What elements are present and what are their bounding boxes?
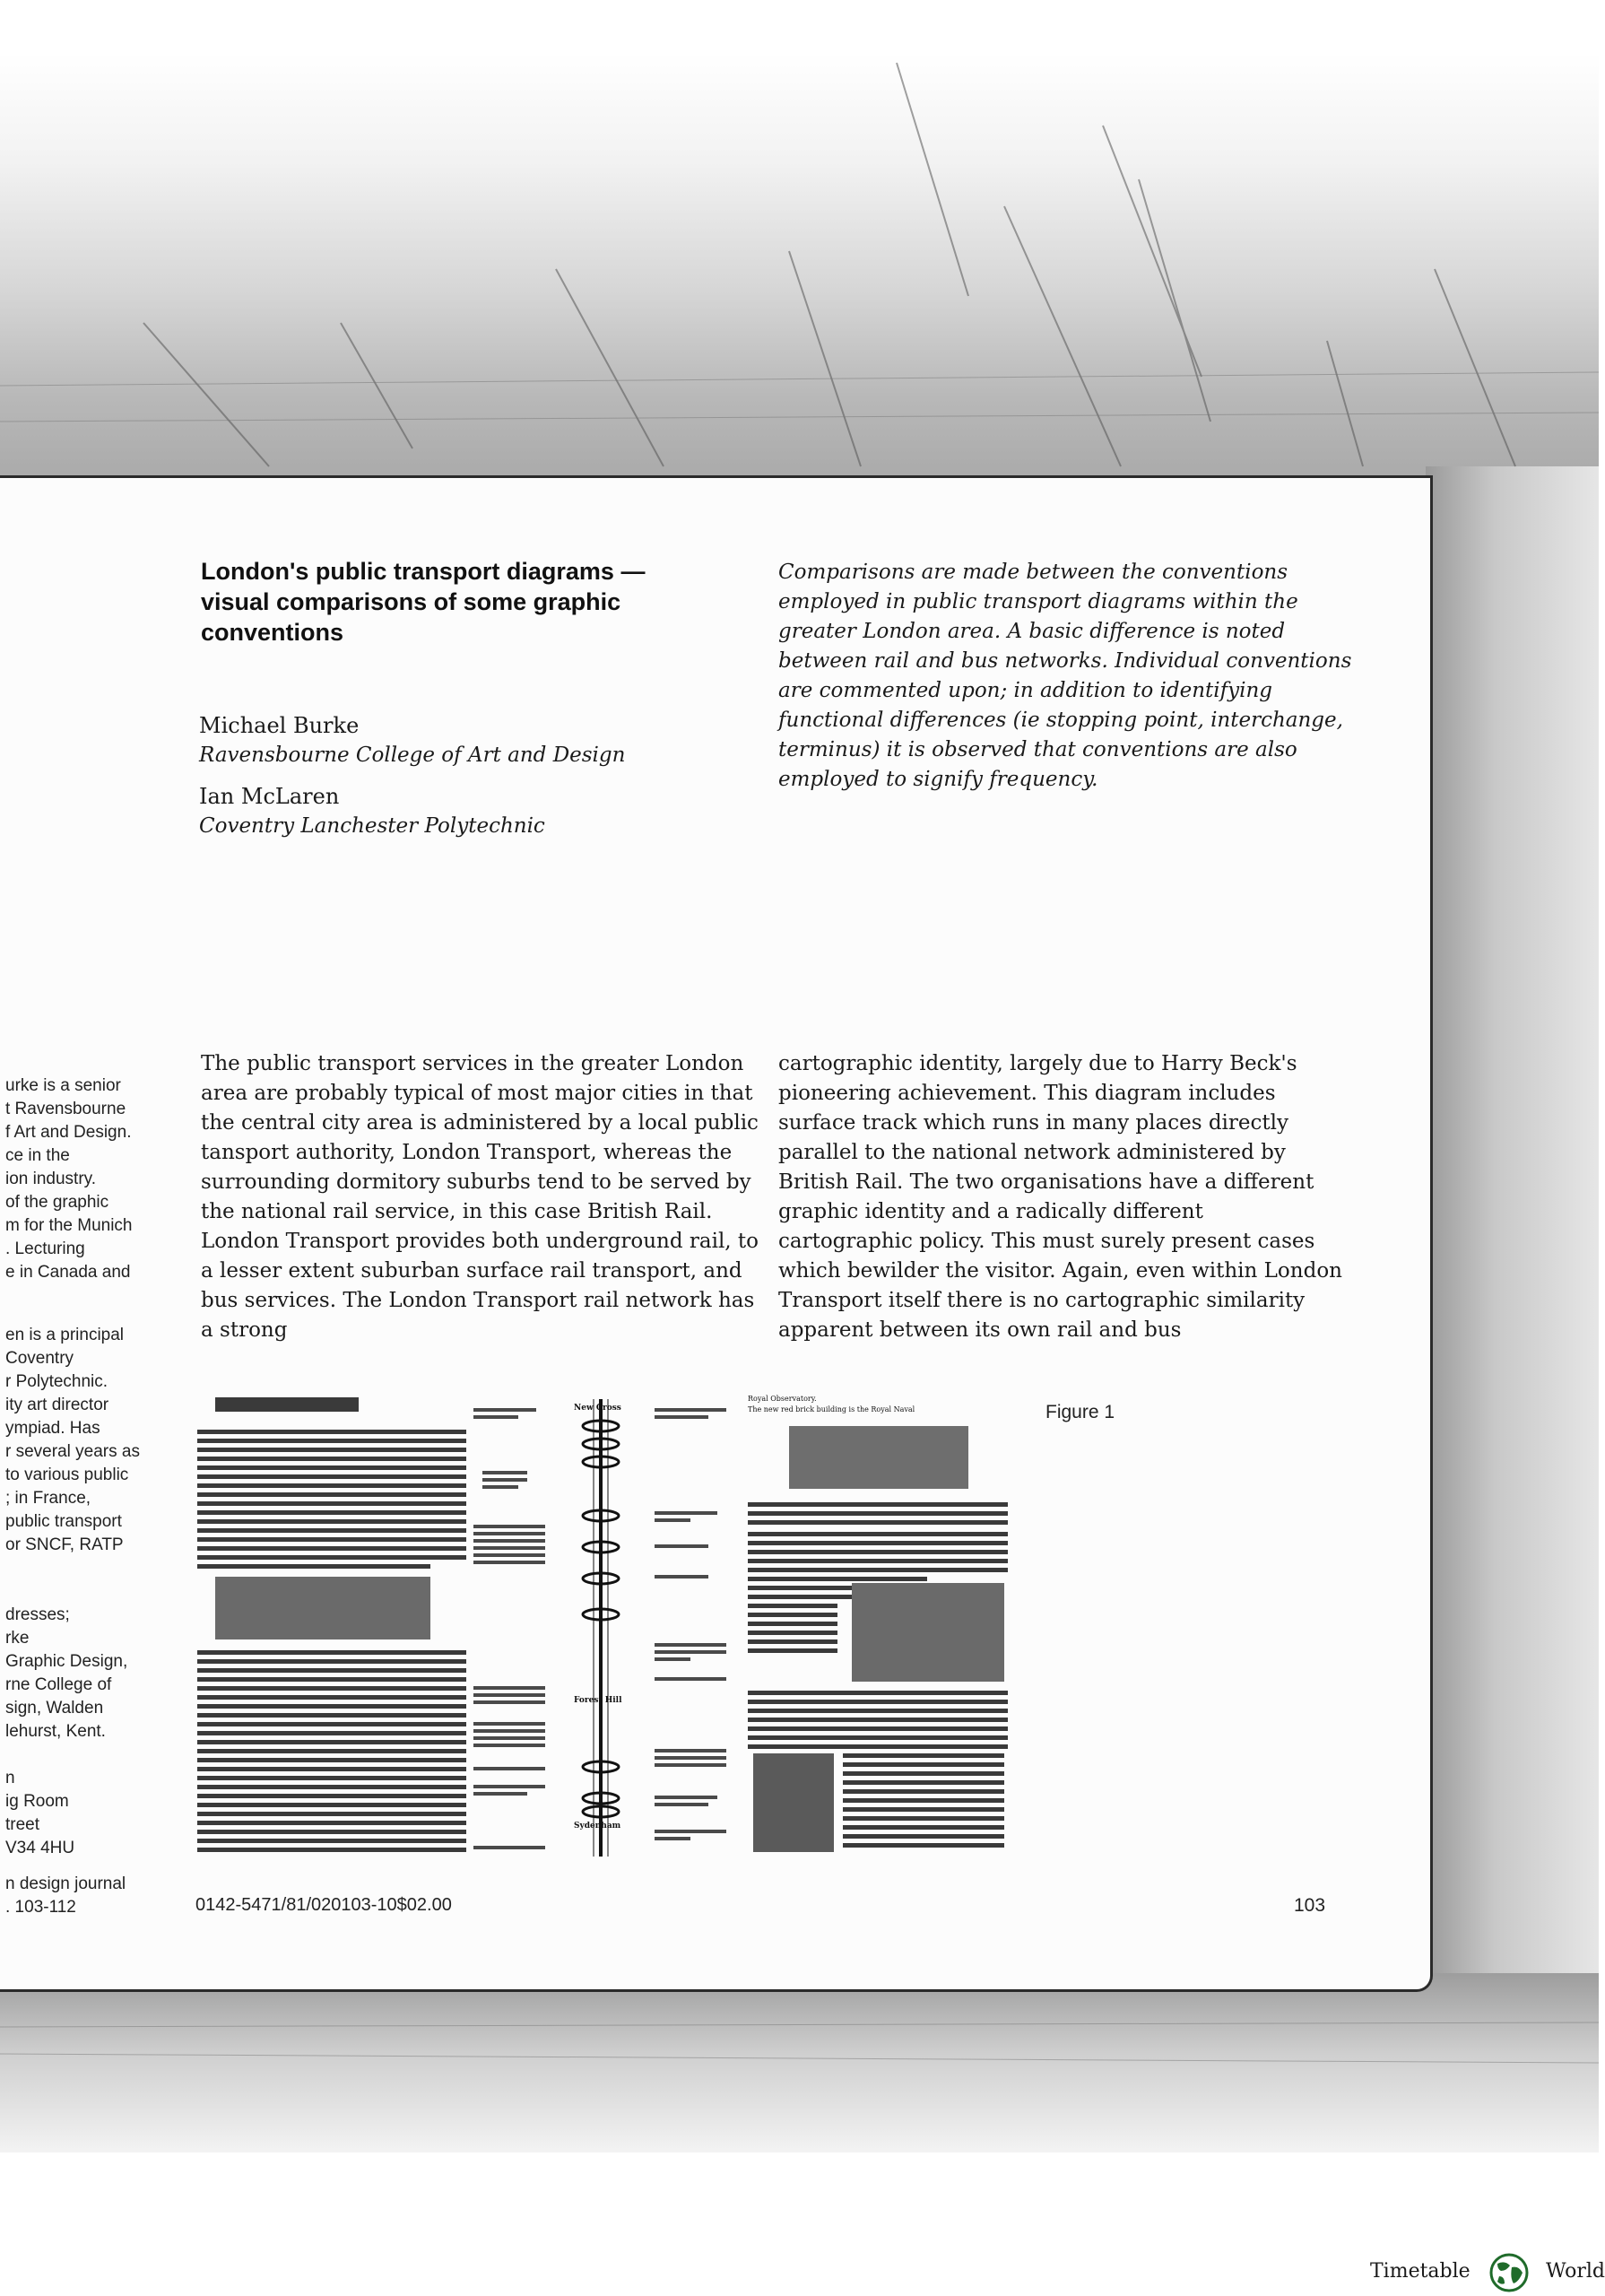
margin-note-line: en is a principal [5,1326,125,1344]
page-number: 103 [1294,1895,1326,1916]
margin-note-line: n [5,1769,15,1787]
issn-code: 0142-5471/81/020103-10$02.00 [195,1895,452,1915]
margin-note-line: f Art and Design. [5,1123,132,1142]
margin-note-line: r several years as [5,1442,140,1461]
margin-note-line: r Polytechnic. [5,1372,108,1391]
margin-note-line: ity art director [5,1396,109,1414]
logo-text-world: World [1546,2260,1605,2283]
margin-note-line: V34 4HU [5,1839,75,1857]
margin-note-line: ; in France, [5,1489,91,1508]
body-column-2: cartographic identity, largely due to Harry Beck's pioneering achievement. This diagram includes surface track which runs in many places directly parallel to the national network administered by British Rail. The two organisations have a different graphic identity and a radically different cartographic policy. This must surely present cases which bewilder the visitor. Again, even within London Transport itself there is no cartographic similarity apparent between its own rail and bus [778,1052,1342,1342]
figure-caption-royal-naval: The new red brick building is the Royal Naval [748,1405,915,1413]
margin-note-line: . Lecturing [5,1239,85,1258]
margin-note-line: Coventry [5,1349,74,1368]
figure-1-strip-map [197,1390,1022,1861]
margin-note-line: rke [5,1629,30,1648]
author-name-2: Ian McLaren [199,784,340,809]
figure-station-new-cross: New Cross [574,1404,621,1413]
logo-text-timetable: Timetable [1370,2260,1471,2283]
figure-caption-royal-observatory: Royal Observatory. [748,1395,817,1403]
figure-side-labels [473,1408,545,1849]
figure-railway-line [583,1399,619,1857]
margin-note-line: . 103-112 [5,1898,76,1917]
figure-text-block-right [748,1426,1008,1852]
margin-note-line: of the graphic [5,1193,109,1212]
figure-label: Figure 1 [1045,1402,1115,1422]
article-abstract: Comparisons are made between the conventions employed in public transport diagrams within the greater London area. A basic difference is noted between rail and bus networks. Individual conventions are commented upon; in addition to identifying functional differences (ie stopping point, interchange, terminus) it is observed that conventions are also employed to signify frequency. [778,561,1352,791]
article-title: London's public transport diagrams — visual comparisons of some graphic conventions [201,558,646,646]
margin-note-line: public transport [5,1512,122,1531]
figure-station-forest-hill: Forest Hill [574,1696,622,1705]
margin-note-line: ce in the [5,1146,70,1165]
margin-note-line: ig Room [5,1792,69,1811]
margin-note-line: m for the Munich [5,1216,133,1235]
author-affiliation-2: Coventry Lanchester Polytechnic [199,814,545,838]
margin-note-line: dresses; [5,1605,70,1624]
margin-note-line: lehurst, Kent. [5,1722,106,1741]
margin-note-line: or SNCF, RATP [5,1535,124,1554]
margin-note-line: Graphic Design, [5,1652,128,1671]
margin-note-line: ympiad. Has [5,1419,100,1438]
globe-icon [1478,2253,1540,2292]
margin-note-line: t Ravensbourne [5,1100,126,1118]
margin-note-line: ion industry. [5,1170,97,1188]
margin-note-line: n design journal [5,1874,126,1893]
timetable-world-logo [1370,2253,1605,2292]
margin-note-line: sign, Walden [5,1699,104,1718]
margin-note-line: urke is a senior [5,1076,121,1095]
margin-note-line: e in Canada and [5,1263,131,1282]
margin-note-line: treet [5,1815,40,1834]
author-name-1: Michael Burke [199,713,360,738]
figure-text-block-left [197,1397,466,1852]
margin-note-line: to various public [5,1465,129,1484]
figure-station-sydenham: Sydenham [574,1822,621,1831]
body-column-1: The public transport services in the greater London area are probably typical of most major cities in that the central city area is administered by a local public tansport authority, London Transport, whereas the surrounding dormitory suburbs tend to be served by the national rail service, in this case British Rail. London Transport provides both underground rail, to a lesser extent suburban surface rail transport, and bus services. The London Transport rail network has a strong [201,1052,759,1342]
margin-note-line: rne College of [5,1675,112,1694]
figure-right-labels [655,1408,726,1840]
author-affiliation-1: Ravensbourne College of Art and Design [199,744,626,767]
